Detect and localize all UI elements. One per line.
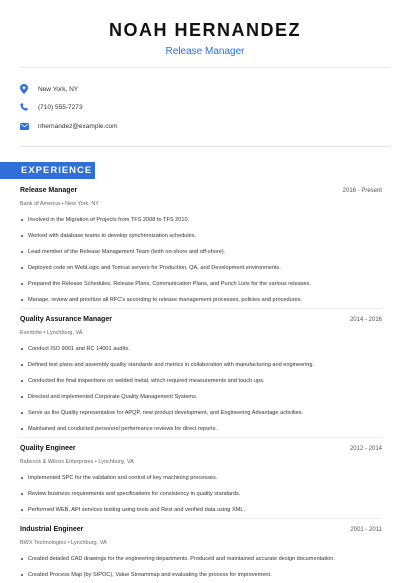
header-divider <box>20 67 390 68</box>
job-entry <box>20 187 382 308</box>
job-bullet-list <box>20 341 382 437</box>
contact-divider <box>20 146 390 147</box>
job-dates: 2001 - 2011 <box>350 527 382 533</box>
job-bullet: Worked with database teams to develop synchronization schedules. <box>20 228 382 244</box>
job-header <box>20 316 382 328</box>
job-bullet: Prepared the Release Schedules, Release Plans, Communication Plans, and Punch Lists for the various releases. <box>20 276 382 292</box>
job-bullet: Deployed code on WebLogic and Tomcat servers for Production, QA, and Development environments. <box>20 260 382 276</box>
job-entry <box>20 316 382 437</box>
job-entry <box>20 445 382 518</box>
job-dates: 2016 - Present <box>342 188 382 194</box>
job-bullet: Review business requirements and specifications for consistency in quality standards. <box>20 486 382 502</box>
experience-list <box>20 187 382 583</box>
contact-email <box>20 117 118 135</box>
contact-phone <box>20 98 82 116</box>
job-title: Quality Engineer <box>20 445 76 452</box>
job-bullet: Created Process Map (by SIPOC), Value Streammap and evaluating the process for improvement. <box>20 567 382 583</box>
job-title: Release Manager <box>20 187 78 194</box>
job-bullet: Conduct ISO 9001 and RC 14001 audits. <box>20 341 382 357</box>
experience-heading: EXPERIENCE <box>0 162 95 179</box>
job-bullet: Implemented SPC for the validation and control of key machining processes. <box>20 470 382 486</box>
job-employer-location: Bank of America • New York, NY <box>20 201 99 207</box>
job-dates: 2012 - 2014 <box>349 446 382 452</box>
phone-icon <box>20 100 38 114</box>
job-bullet: Manage, review and prioritize all RFC's according to release management processes, policies and procedures. <box>20 292 382 308</box>
candidate-role: Release Manager <box>165 46 245 57</box>
job-divider <box>20 308 382 309</box>
job-bullet: Maintained and conducted personnel performance reviews for direct reports. <box>20 421 382 437</box>
resume-header <box>0 0 410 58</box>
job-employer-location: Everbrite • Lynchburg, VA <box>20 330 83 336</box>
job-employer-location: Babcock & Wilcox Enterprises • Lynchburg, VA <box>20 459 134 465</box>
job-bullet: Performed WEB, API services testing using tools and Rest and verified data using XML. <box>20 502 382 518</box>
location-pin-icon <box>20 82 38 96</box>
job-title: Industrial Engineer <box>20 526 84 533</box>
candidate-name: NOAH HERNANDEZ <box>109 20 301 40</box>
email-icon <box>20 119 38 133</box>
job-bullet-list <box>20 212 382 308</box>
job-bullet: Directed and implemented Corporate Quality Management Systems. <box>20 389 382 405</box>
job-bullet: Defined test plans and assembly quality standards and metrics in collaboration with manufacturing and engineering. <box>20 357 382 373</box>
job-header <box>20 445 382 457</box>
job-bullet-list <box>20 470 382 518</box>
contact-location <box>20 80 78 98</box>
job-header <box>20 526 382 538</box>
contact-location-text: New York, NY <box>38 85 79 93</box>
job-bullet: Serve as the Quality representative for APQP, new product development, and Engineering Advantage activities. <box>20 405 382 421</box>
job-entry <box>20 526 382 583</box>
job-employer-location: BWX Technologies • Lynchburg, VA <box>20 540 107 546</box>
job-title: Quality Assurance Manager <box>20 316 112 323</box>
job-header <box>20 187 382 199</box>
contact-email-text: nhernandez@example.com <box>38 122 118 130</box>
contact-phone-text: (710) 555-7273 <box>38 103 83 111</box>
job-bullet: Created detailed CAD drawings for the engineering departments. Produced and maintained accurate design documentation. <box>20 551 382 567</box>
job-bullet: Conducted the final inspections on welded metal, which required measurements and touch ups. <box>20 373 382 389</box>
job-bullet: Lead member of the Release Management Team (both on-shore and off-shore). <box>20 244 382 260</box>
job-dates: 2014 - 2016 <box>349 317 382 323</box>
job-divider <box>20 437 382 438</box>
job-bullet-list <box>20 551 382 583</box>
job-divider <box>20 518 382 519</box>
job-bullet: Involved in the Migration of Projects from TFS 2008 to TFS 2010. <box>20 212 382 228</box>
